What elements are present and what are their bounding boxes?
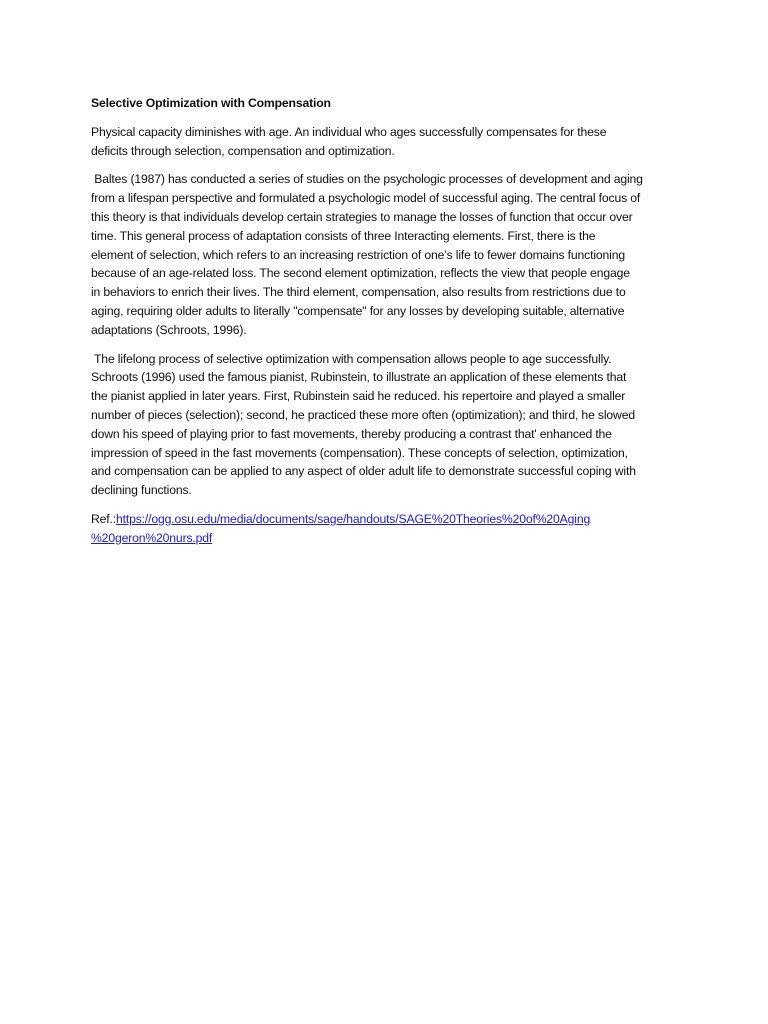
paragraph-rubinstein bbox=[91, 350, 683, 500]
reference-line-1 bbox=[91, 510, 683, 529]
text-line: adaptations (Schroots, 1996). bbox=[91, 322, 247, 337]
text-line: this theory is that individuals develop certain strategies to manage the losses of function that occur over bbox=[91, 209, 633, 224]
paragraph-intro bbox=[91, 123, 683, 161]
text-line: deficits through selection, compensation and optimization. bbox=[91, 143, 395, 158]
text-line: declining functions. bbox=[91, 483, 192, 498]
text-line: the pianist applied in later years. First, Rubinstein said he reduced. his repertoire and played a smaller bbox=[91, 389, 626, 404]
text-line: Physical capacity diminishes with age. An individual who ages successfully compensates for these bbox=[91, 124, 607, 139]
text-line: because of an age-related loss. The second element optimization, reflects the view that people engage bbox=[91, 266, 630, 281]
document-body bbox=[91, 94, 683, 558]
text-line: element of selection, which refers to an increasing restriction of one’s life to fewer domains functioning bbox=[91, 247, 625, 262]
text-line: aging, requiring older adults to literally "compensate" for any losses by developing suitable, alternative bbox=[91, 303, 625, 318]
text-line: impression of speed in the fast movements (compensation). These concepts of selection, optimization, bbox=[91, 445, 628, 460]
text-line: Baltes (1987) has conducted a series of studies on the psychologic processes of development and aging bbox=[91, 172, 643, 187]
reference-block bbox=[91, 510, 683, 548]
reference-link[interactable]: https://ogg.osu.edu/media/documents/sage/handouts/SAGE%20Theories%20of%20Aging bbox=[116, 511, 591, 526]
text-line: The lifelong process of selective optimization with compensation allows people to age successfully. bbox=[91, 351, 612, 366]
text-line: in behaviors to enrich their lives. The third element, compensation, also results from restrictions due to bbox=[91, 285, 626, 300]
text-line: time. This general process of adaptation consists of three Interacting elements. First, there is the bbox=[91, 228, 596, 243]
document-title: Selective Optimization with Compensation bbox=[91, 96, 331, 110]
paragraph-baltes bbox=[91, 170, 683, 339]
reference-line-2 bbox=[91, 529, 683, 548]
reference-prefix: Ref.: bbox=[91, 511, 116, 526]
text-line: Schroots (1996) used the famous pianist, Rubinstein, to illustrate an application of these elements that bbox=[91, 370, 627, 385]
text-line: down his speed of playing prior to fast movements, thereby producing a contrast that' enhanced the bbox=[91, 426, 612, 441]
reference-link-continuation[interactable]: %20geron%20nurs.pdf bbox=[91, 530, 213, 545]
text-line: number of pieces (selection); second, he practiced these more often (optimization); and third, he slowed bbox=[91, 407, 635, 422]
text-line: from a lifespan perspective and formulated a psychologic model of successful aging. The central focus of bbox=[91, 191, 641, 206]
text-line: and compensation can be applied to any aspect of older adult life to demonstrate successful coping with bbox=[91, 464, 636, 479]
